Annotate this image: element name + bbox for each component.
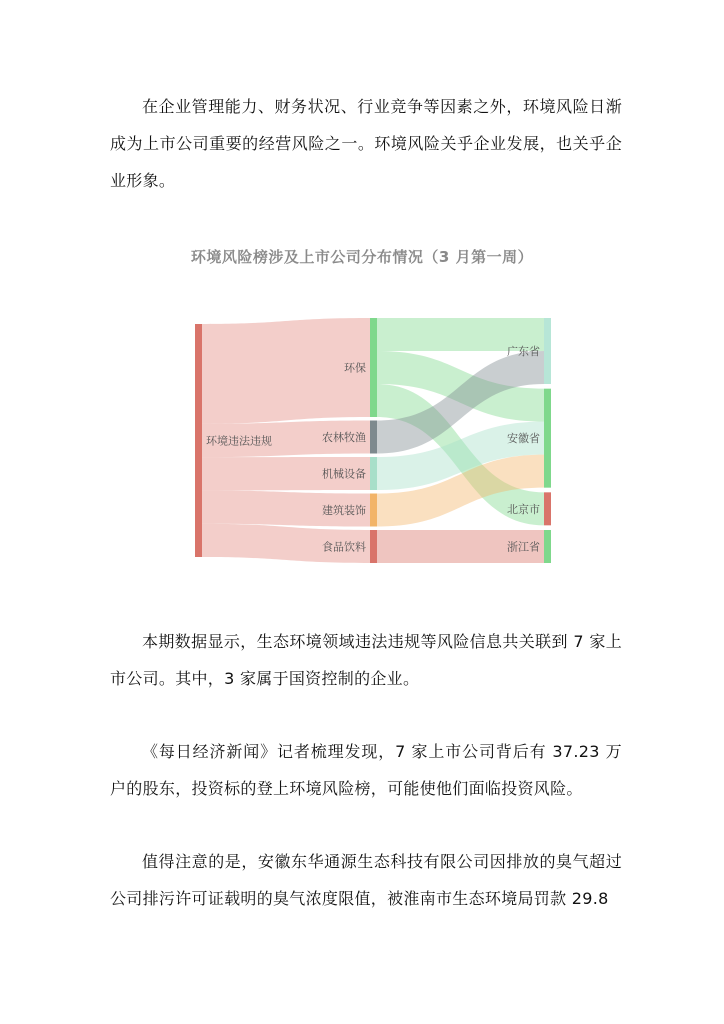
sankey-label-agri: 农林牧渔	[322, 431, 366, 444]
sankey-label-build: 建筑装饰	[322, 504, 366, 517]
sankey-node-zj	[544, 530, 551, 563]
shareholder-paragraph: 《每日经济新闻》记者梳理发现，7 家上市公司背后有 37.23 万户的股东，投资标的登上环境风险榜，可能使他们面临投资风险。	[110, 742, 622, 798]
data-summary-paragraph: 本期数据显示，生态环境领域违法违规等风险信息共关联到 7 家上市公司。其中，3 家属于国资控制的企业。	[110, 632, 622, 688]
sankey-label-zj: 浙江省	[507, 540, 540, 554]
sankey-node-food	[370, 530, 377, 563]
sankey-node-env	[370, 318, 377, 417]
chart-title: 环境风险榜涉及上市公司分布情况（3 月第一周）	[190, 248, 534, 266]
sankey-node-gd	[544, 318, 551, 384]
sankey-node-agri	[370, 421, 377, 454]
sankey-label-gd: 广东省	[507, 345, 540, 358]
sankey-label-ah: 安徽省	[507, 432, 540, 446]
sankey-label-mach: 机械设备	[322, 467, 366, 481]
sankey-node-ah	[544, 389, 551, 488]
sankey-label-bj: 北京市	[507, 502, 540, 516]
intro-paragraph: 在企业管理能力、财务状况、行业竞争等因素之外，环境风险日渐成为上市公司重要的经营风险之一。环境风险关乎企业发展，也关乎企业形象。	[110, 97, 622, 190]
sankey-node-src	[195, 324, 202, 557]
sankey-chart	[0, 300, 724, 590]
notable-case-paragraph: 值得注意的是，安徽东华通源生态科技有限公司因排放的臭气超过公司排污许可证载明的臭气浓度限值，被淮南市生态环境局罚款 29.8	[110, 852, 622, 908]
sankey-label-food: 食品饮料	[322, 540, 366, 554]
sankey-label-src: 环境违法违规	[206, 434, 272, 448]
sankey-node-bj	[544, 492, 551, 525]
sankey-label-env: 环保	[344, 361, 366, 375]
sankey-node-mach	[370, 457, 377, 490]
sankey-node-build	[370, 494, 377, 527]
